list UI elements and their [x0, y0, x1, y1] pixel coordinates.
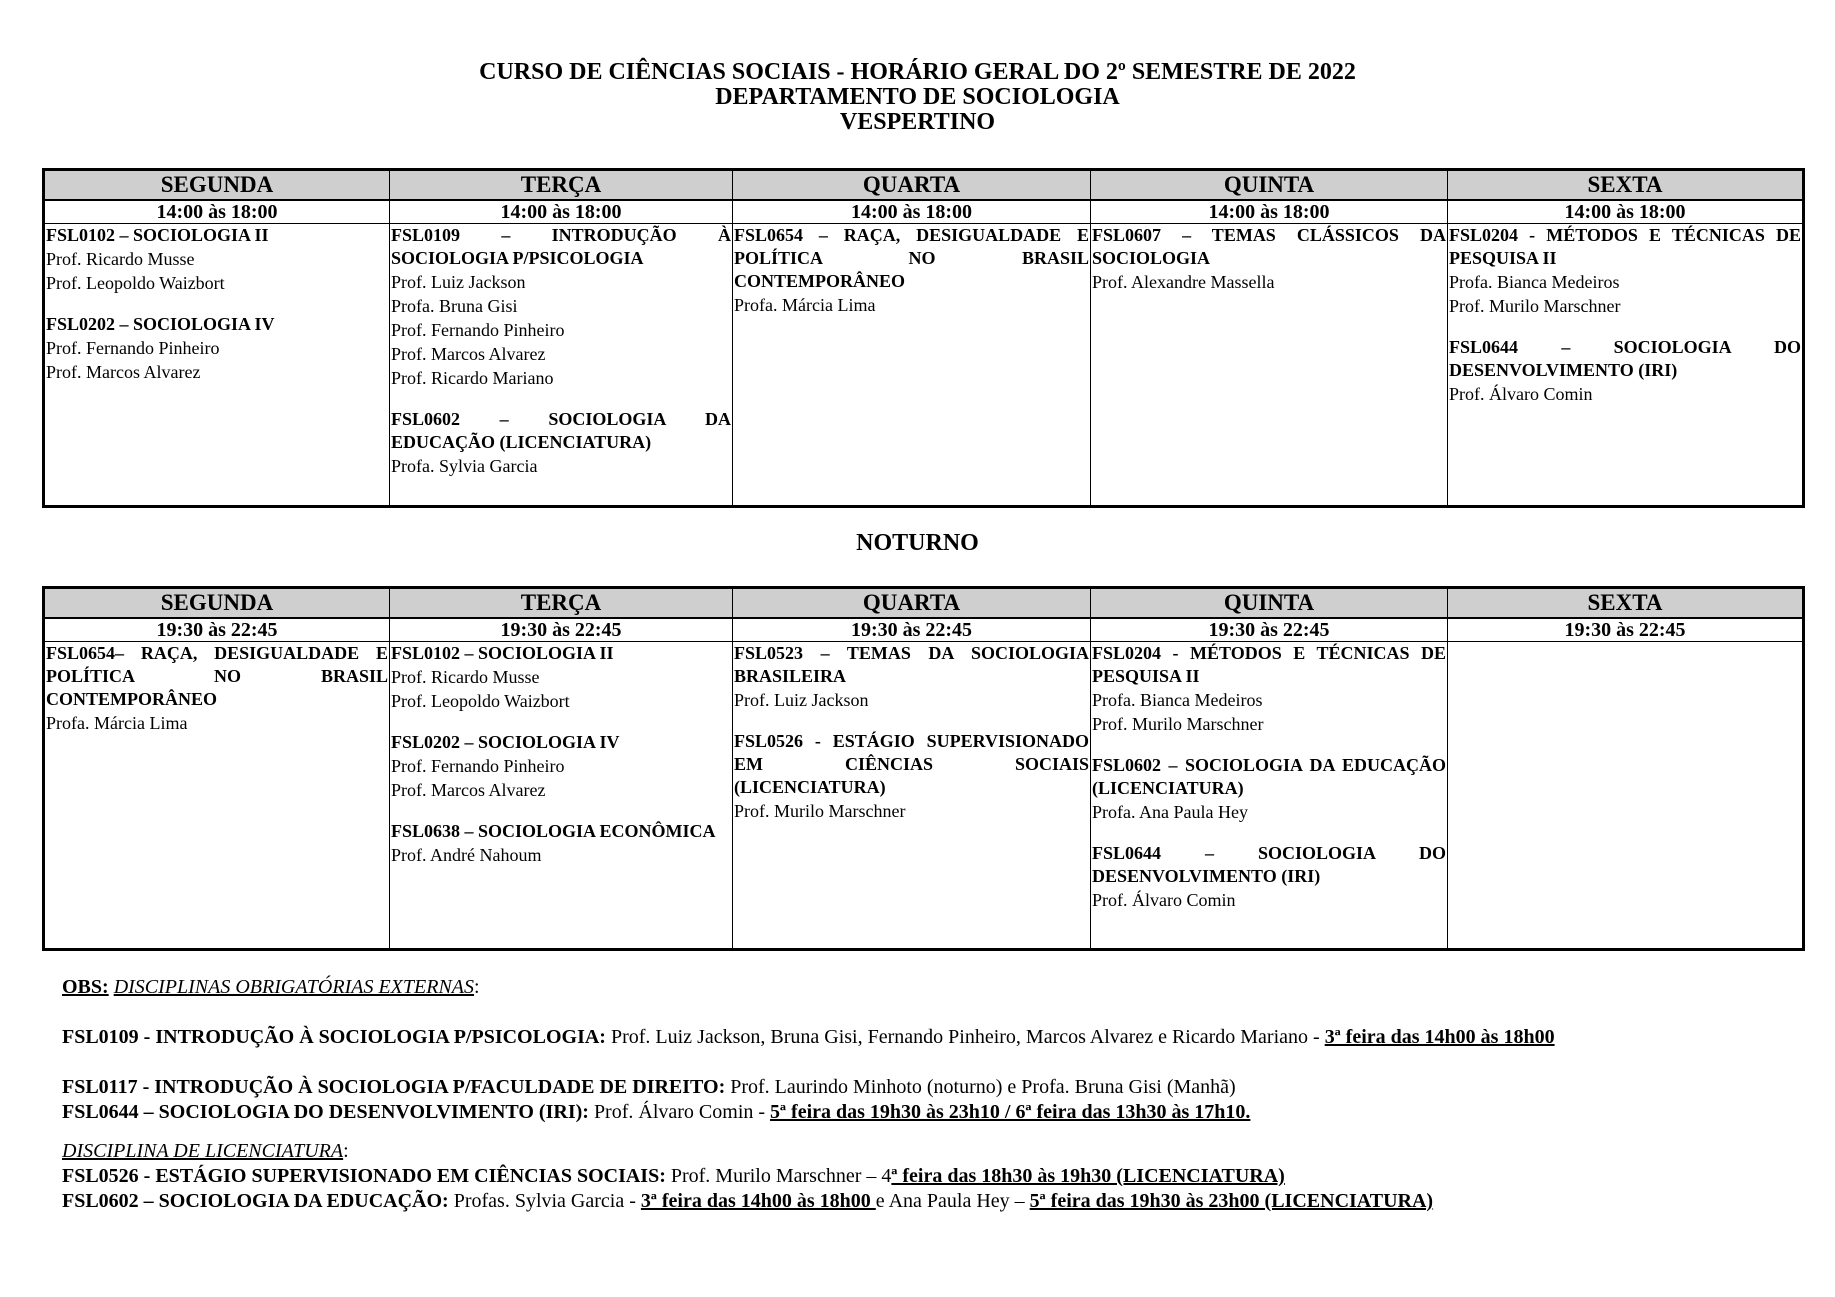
obs-line	[62, 975, 1802, 1000]
professor-name: Prof. Murilo Marschner	[734, 801, 906, 821]
professor-name: Prof. Marcos Alvarez	[391, 780, 546, 800]
course-title: FSL0638 – SOCIOLOGIA ECONÔMICA	[391, 821, 716, 841]
schedule-cell	[1091, 642, 1448, 950]
note-course: FSL0109 - INTRODUÇÃO À SOCIOLOGIA P/PSICOLOGIA:	[62, 1026, 606, 1048]
day-header: TERÇA	[390, 588, 733, 619]
course-title: FSL0204 - MÉTODOS E TÉCNICAS DE PESQUISA II	[1449, 225, 1801, 268]
document-header	[0, 60, 1835, 135]
document-title: CURSO DE CIÊNCIAS SOCIAIS - HORÁRIO GERAL DO 2º SEMESTRE DE 2022	[479, 59, 1356, 85]
course-title: FSL0607 – TEMAS CLÁSSICOS DA SOCIOLOGIA	[1092, 225, 1446, 268]
day-header: QUARTA	[733, 170, 1091, 201]
time-slot: 14:00 às 18:00	[733, 200, 1091, 224]
note-fsl0602	[62, 1189, 1802, 1214]
course-entry	[734, 730, 1089, 823]
day-header: SEXTA	[1448, 170, 1804, 201]
professor-name: Prof. Ricardo Mariano	[391, 368, 554, 388]
time-slot: 19:30 às 22:45	[733, 618, 1091, 642]
professor-name: Prof. Álvaro Comin	[1449, 384, 1593, 404]
course-title: FSL0204 - MÉTODOS E TÉCNICAS DE PESQUISA II	[1092, 643, 1446, 686]
course-title: FSL0202 – SOCIOLOGIA IV	[391, 732, 620, 752]
professor-name: Profa. Márcia Lima	[46, 713, 188, 733]
day-header: QUARTA	[733, 588, 1091, 619]
time-slot: 19:30 às 22:45	[44, 618, 390, 642]
course-entry	[391, 642, 731, 713]
notes-section	[62, 975, 1802, 1214]
day-header: QUINTA	[1091, 170, 1448, 201]
noturno-title: NOTURNO	[856, 530, 979, 556]
professor-name: Prof. Marcos Alvarez	[46, 362, 201, 382]
professor-name: Prof. Murilo Marschner	[1092, 714, 1264, 734]
note-time: ª feira das 18h30 às 19h30 (LICENCIATURA)	[891, 1165, 1285, 1187]
note-time: 3ª feira das 14h00 às 18h00	[640, 1190, 876, 1212]
note-course: FSL0644 – SOCIOLOGIA DO DESENVOLVIMENTO (IRI):	[62, 1101, 589, 1123]
note-time: 5ª feira das 19h30 às 23h00 (LICENCIATURA)	[1029, 1190, 1434, 1212]
time-slot: 14:00 às 18:00	[44, 200, 390, 224]
time-slot: 19:30 às 22:45	[1091, 618, 1448, 642]
schedule-cell	[1448, 642, 1804, 950]
obs-colon: :	[474, 976, 480, 998]
course-entry	[391, 408, 731, 478]
schedule-cell	[733, 224, 1091, 507]
course-entry	[46, 224, 388, 295]
note-profs: Prof. Murilo Marschner – 4	[665, 1165, 892, 1187]
day-header: SEXTA	[1448, 588, 1804, 619]
course-title: FSL0654– RAÇA, DESIGUALDADE E POLÍTICA NO BRASIL CONTEMPORÂNEO	[46, 643, 388, 709]
department-title: DEPARTAMENTO DE SOCIOLOGIA	[715, 84, 1120, 110]
schedule-cell	[44, 224, 390, 507]
note-profs: Profas. Sylvia Garcia -	[448, 1190, 641, 1212]
professor-name: Prof. Alexandre Massella	[1092, 272, 1275, 292]
course-entry	[1092, 642, 1446, 736]
course-entry	[1449, 336, 1801, 406]
course-entry	[46, 642, 388, 735]
schedule-cell	[44, 642, 390, 950]
note-fsl0117	[62, 1075, 1802, 1100]
course-title: FSL0102 – SOCIOLOGIA II	[391, 643, 614, 663]
course-entry	[391, 731, 731, 802]
course-entry	[734, 224, 1089, 317]
day-header: TERÇA	[390, 170, 733, 201]
note-course: FSL0602 – SOCIOLOGIA DA EDUCAÇÃO:	[62, 1190, 449, 1212]
course-entry	[1092, 842, 1446, 912]
note-time: 3ª feira das 14h00 às 18h00	[1324, 1026, 1555, 1048]
professor-name: Profa. Bianca Medeiros	[1092, 690, 1263, 710]
course-title: FSL0526 - ESTÁGIO SUPERVISIONADO EM CIÊNCIAS SOCIAIS (LICENCIATURA)	[734, 731, 1089, 797]
course-title: FSL0654 – RAÇA, DESIGUALDADE E POLÍTICA NO BRASIL CONTEMPORÂNEO	[734, 225, 1089, 291]
professor-name: Prof. Murilo Marschner	[1449, 296, 1621, 316]
professor-name: Prof. Luiz Jackson	[734, 690, 869, 710]
obs-label: OBS:	[62, 976, 109, 998]
note-profs: Prof. Laurindo Minhoto (noturno) e Profa. Bruna Gisi (Manhã)	[725, 1076, 1236, 1098]
course-entry	[46, 313, 388, 384]
schedule-cell	[390, 224, 733, 507]
schedule-cell	[390, 642, 733, 950]
note-profs: Prof. Álvaro Comin -	[588, 1101, 771, 1123]
course-title: FSL0602 – SOCIOLOGIA DA EDUCAÇÃO (LICENCIATURA)	[1092, 755, 1446, 798]
course-title: FSL0644 – SOCIOLOGIA DO DESENVOLVIMENTO (IRI)	[1092, 843, 1446, 886]
note-course: FSL0526 - ESTÁGIO SUPERVISIONADO EM CIÊNCIAS SOCIAIS:	[62, 1165, 666, 1187]
professor-name: Profa. Ana Paula Hey	[1092, 802, 1248, 822]
course-title: FSL0202 – SOCIOLOGIA IV	[46, 314, 275, 334]
schedule-cell	[1448, 224, 1804, 507]
vespertino-title: VESPERTINO	[839, 109, 996, 135]
professor-name: Prof. Leopoldo Waizbort	[391, 691, 570, 711]
day-header: QUINTA	[1091, 588, 1448, 619]
course-title: FSL0644 – SOCIOLOGIA DO DESENVOLVIMENTO (IRI)	[1449, 337, 1801, 380]
course-entry	[1092, 754, 1446, 824]
licenciatura-line	[62, 1139, 1802, 1164]
note-course: FSL0117 - INTRODUÇÃO À SOCIOLOGIA P/FACULDADE DE DIREITO:	[62, 1076, 726, 1098]
professor-name: Profa. Bruna Gisi	[391, 296, 518, 316]
course-title: FSL0602 – SOCIOLOGIA DA EDUCAÇÃO (LICENCIATURA)	[391, 409, 731, 452]
day-header: SEGUNDA	[44, 170, 390, 201]
obs-text: DISCIPLINAS OBRIGATÓRIAS EXTERNAS	[113, 976, 475, 998]
course-entry	[734, 642, 1089, 712]
professor-name: Prof. Álvaro Comin	[1092, 890, 1236, 910]
professor-name: Prof. Fernando Pinheiro	[391, 320, 565, 340]
note-fsl0526	[62, 1164, 1802, 1189]
course-entry	[391, 820, 731, 867]
licenciatura-colon: :	[343, 1140, 349, 1162]
course-title: FSL0102 – SOCIOLOGIA II	[46, 225, 269, 245]
course-entry	[1092, 224, 1446, 294]
note-fsl0109	[62, 1025, 1802, 1050]
professor-name: Profa. Márcia Lima	[734, 295, 876, 315]
professor-name: Prof. Ricardo Musse	[46, 249, 195, 269]
schedule-cell	[733, 642, 1091, 950]
note-profs: Prof. Luiz Jackson, Bruna Gisi, Fernando Pinheiro, Marcos Alvarez e Ricardo Mariano -	[605, 1026, 1325, 1048]
course-entry	[391, 224, 731, 390]
professor-name: Prof. Luiz Jackson	[391, 272, 526, 292]
licenciatura-label: DISCIPLINA DE LICENCIATURA	[62, 1140, 344, 1162]
vespertino-schedule-table	[42, 168, 1805, 508]
time-slot: 14:00 às 18:00	[390, 200, 733, 224]
course-title: FSL0523 – TEMAS DA SOCIOLOGIA BRASILEIRA	[734, 643, 1089, 686]
noturno-schedule-table	[42, 586, 1805, 951]
course-entry	[1449, 224, 1801, 318]
professor-name: Prof. Leopoldo Waizbort	[46, 273, 225, 293]
note-time: 5ª feira das 19h30 às 23h10 / 6ª feira das 13h30 às 17h10.	[770, 1101, 1251, 1123]
schedule-cell	[1091, 224, 1448, 507]
time-slot: 19:30 às 22:45	[390, 618, 733, 642]
professor-name: Prof. Marcos Alvarez	[391, 344, 546, 364]
professor-name: Profa. Bianca Medeiros	[1449, 272, 1620, 292]
professor-name: Prof. Fernando Pinheiro	[391, 756, 565, 776]
course-title: FSL0109 – INTRODUÇÃO À SOCIOLOGIA P/PSICOLOGIA	[391, 225, 731, 268]
note-fsl0644	[62, 1100, 1802, 1125]
note-mid: e Ana Paula Hey –	[875, 1190, 1030, 1212]
time-slot: 19:30 às 22:45	[1448, 618, 1804, 642]
time-slot: 14:00 às 18:00	[1091, 200, 1448, 224]
professor-name: Prof. Ricardo Musse	[391, 667, 540, 687]
time-slot: 14:00 às 18:00	[1448, 200, 1804, 224]
professor-name: Prof. André Nahoum	[391, 845, 542, 865]
day-header: SEGUNDA	[44, 588, 390, 619]
professor-name: Prof. Fernando Pinheiro	[46, 338, 220, 358]
professor-name: Profa. Sylvia Garcia	[391, 456, 538, 476]
